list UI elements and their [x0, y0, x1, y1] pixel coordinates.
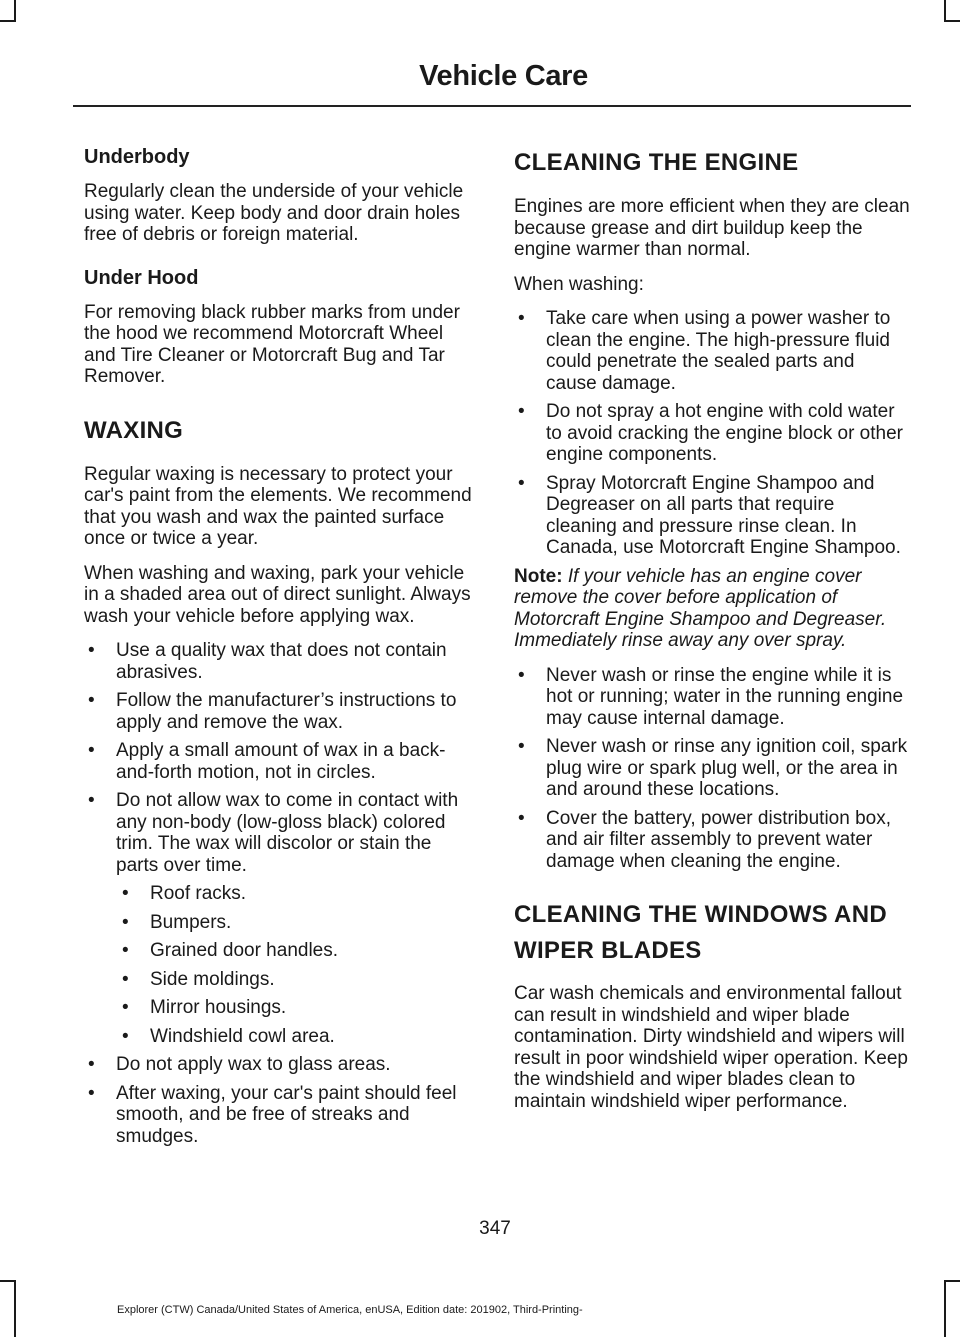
list-item: • Side moldings.: [118, 969, 477, 991]
note-label: Note:: [514, 565, 563, 587]
list-item: • Windshield cowl area.: [118, 1026, 477, 1048]
list-item: • Spray Motorcraft Engine Shampoo and Degreaser on all parts that require cleaning and pressure rinse clean. In Canada, use Motorcraft Engine Shampoo.: [514, 473, 910, 559]
list-item: • Mirror housings.: [118, 997, 477, 1019]
underbody-heading: Underbody: [84, 146, 190, 168]
engine-bullet-list: [514, 665, 910, 873]
windows-heading: [514, 900, 910, 965]
engine-paragraph: When washing:: [514, 273, 644, 295]
crop-mark: [0, 1280, 16, 1282]
list-item: • Use a quality wax that does not contain abrasives.: [84, 640, 477, 683]
list-item: • Cover the battery, power distribution box, and air filter assembly to prevent water damage when cleaning the engine.: [514, 808, 910, 873]
crop-mark: [14, 1280, 16, 1337]
windows-heading-line: CLEANING THE WINDOWS AND: [514, 901, 887, 928]
trim-parts-list: [84, 883, 477, 1047]
list-item: • Do not allow wax to come in contact with any non-body (low-gloss black) colored trim. The wax will discolor or stain the parts over time.: [84, 790, 477, 876]
list-item: • Never wash or rinse any ignition coil, spark plug wire or spark plug well, or the area in and around these locations.: [514, 736, 910, 801]
underhood-heading: Under Hood: [84, 266, 199, 289]
crop-mark: [944, 20, 960, 22]
waxing-paragraph: When washing and waxing, park your vehicle in a shaded area out of direct sunlight. Always wash your vehicle before applying wax.: [84, 562, 471, 627]
engine-note: [514, 566, 910, 652]
list-item: • Grained door handles.: [118, 940, 477, 962]
list-item: • Apply a small amount of wax in a back-and-forth motion, not in circles.: [84, 740, 477, 783]
engine-paragraph: Engines are more efficient when they are clean because grease and dirt buildup keep the engine warmer than normal.: [514, 196, 910, 260]
list-item: • Take care when using a power washer to clean the engine. The high-pressure fluid could penetrate the sealed parts and cause damage.: [514, 308, 910, 394]
list-item: • Do not apply wax to glass areas.: [84, 1054, 477, 1076]
list-item: • After waxing, your car's paint should feel smooth, and be free of streaks and smudges.: [84, 1083, 477, 1148]
waxing-bullet-list: [84, 640, 477, 876]
list-item: • Roof racks.: [118, 883, 477, 905]
left-column: [84, 145, 477, 1154]
waxing-heading: WAXING: [84, 416, 184, 444]
right-column: [514, 145, 910, 1125]
header-divider: [73, 105, 911, 107]
engine-heading: CLEANING THE ENGINE: [514, 149, 799, 176]
crop-mark: [944, 1280, 946, 1337]
crop-mark: [0, 20, 16, 22]
note-text: If your vehicle has an engine cover remove the cover before application of Motorcraft Engine Shampoo and Degreaser. Immediately rinse away any over spray.: [514, 565, 887, 651]
engine-bullet-list: [514, 308, 910, 559]
crop-mark: [944, 1280, 960, 1282]
list-item: • Do not spray a hot engine with cold water to avoid cracking the engine block or other engine components.: [514, 401, 910, 466]
windows-text: Car wash chemicals and environmental fallout can result in windshield and wiper blade contamination. Dirty windshield and wipers will result in poor windshield wiper operation. Keep the windshield and wiper blades clean to maintain windshield wiper performance.: [514, 983, 908, 1112]
underbody-text: Regularly clean the underside of your vehicle using water. Keep body and door drain holes free of debris or foreign material.: [84, 181, 464, 245]
crop-mark: [14, 0, 16, 22]
waxing-bullet-list: [84, 1054, 477, 1147]
crop-mark: [944, 0, 946, 22]
windows-heading-line: WIPER BLADES: [514, 937, 702, 964]
footer-edition-info: Explorer (CTW) Canada/United States of America, enUSA, Edition date: 201902, Third-Printing-: [117, 1304, 583, 1316]
list-item: • Never wash or rinse the engine while it is hot or running; water in the running engine may cause internal damage.: [514, 665, 910, 730]
list-item: • Follow the manufacturer’s instructions to apply and remove the wax.: [84, 690, 477, 733]
waxing-paragraph: Regular waxing is necessary to protect your car's paint from the elements. We recommend that you wash and wax the painted surface once or twice a year.: [84, 463, 472, 549]
page-number: 347: [479, 1218, 511, 1239]
list-item: • Bumpers.: [118, 912, 477, 934]
page-title: Vehicle Care: [419, 60, 588, 92]
underhood-text: For removing black rubber marks from under the hood we recommend Motorcraft Wheel and Tire Cleaner or Motorcraft Bug and Tar Remover.: [84, 301, 460, 387]
